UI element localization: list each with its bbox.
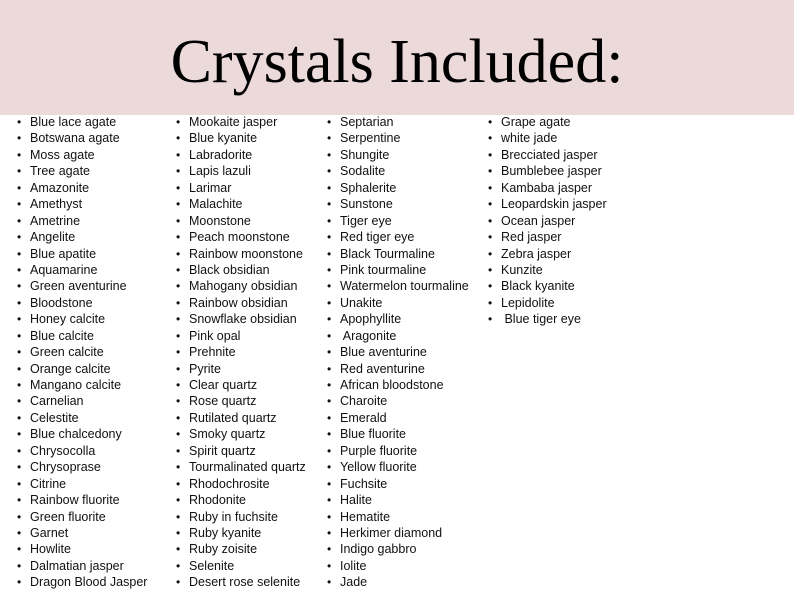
- list-item: • Green calcite: [17, 344, 147, 360]
- list-item: • Rainbow obsidian: [176, 295, 306, 311]
- list-item: • Smoky quartz: [176, 426, 306, 442]
- list-item: • Jade: [327, 574, 469, 590]
- list-item: • Indigo gabbro: [327, 541, 469, 557]
- list-item: • Red jasper: [488, 229, 607, 245]
- list-item: • Celestite: [17, 410, 147, 426]
- list-item: • Shungite: [327, 147, 469, 163]
- list-item: • Garnet: [17, 525, 147, 541]
- list-item: • Dragon Blood Jasper: [17, 574, 147, 590]
- list-item: • Dalmatian jasper: [17, 558, 147, 574]
- list-item: • Ruby in fuchsite: [176, 509, 306, 525]
- list-item: • Honey calcite: [17, 311, 147, 327]
- list-item: • Red aventurine: [327, 361, 469, 377]
- list-item: • Orange calcite: [17, 361, 147, 377]
- list-item: • Emerald: [327, 410, 469, 426]
- list-item: • Blue calcite: [17, 328, 147, 344]
- list-item: • Sodalite: [327, 163, 469, 179]
- list-item: • Rose quartz: [176, 393, 306, 409]
- list-item: • Apophyllite: [327, 311, 469, 327]
- list-item: • Tourmalinated quartz: [176, 459, 306, 475]
- list-item: • Desert rose selenite: [176, 574, 306, 590]
- list-item: • Rhodochrosite: [176, 476, 306, 492]
- list-item: • Lepidolite: [488, 295, 607, 311]
- list-item: • Blue kyanite: [176, 130, 306, 146]
- list-item: • Green aventurine: [17, 278, 147, 294]
- list-item: • Sunstone: [327, 196, 469, 212]
- list-item: • Iolite: [327, 558, 469, 574]
- list-item: • Ocean jasper: [488, 213, 607, 229]
- list-item: • Pink opal: [176, 328, 306, 344]
- list-item: • Botswana agate: [17, 130, 147, 146]
- list-item: • Malachite: [176, 196, 306, 212]
- list-item: • Citrine: [17, 476, 147, 492]
- list-item: • Bloodstone: [17, 295, 147, 311]
- crystal-list-column-4: [488, 114, 607, 328]
- list-item: • Mookaite jasper: [176, 114, 306, 130]
- list-item: • Pyrite: [176, 361, 306, 377]
- list-item: • Blue chalcedony: [17, 426, 147, 442]
- list-item: • Purple fluorite: [327, 443, 469, 459]
- list-item: • Tree agate: [17, 163, 147, 179]
- list-item: • Chrysoprase: [17, 459, 147, 475]
- list-item: • Fuchsite: [327, 476, 469, 492]
- list-item: • Carnelian: [17, 393, 147, 409]
- list-item: • Ruby zoisite: [176, 541, 306, 557]
- list-item: • Blue lace agate: [17, 114, 147, 130]
- list-item: • Rhodonite: [176, 492, 306, 508]
- list-item: • Angelite: [17, 229, 147, 245]
- list-item: • Black Tourmaline: [327, 246, 469, 262]
- list-item: • Watermelon tourmaline: [327, 278, 469, 294]
- list-item: • Labradorite: [176, 147, 306, 163]
- list-item: • Black kyanite: [488, 278, 607, 294]
- list-item: • Rainbow fluorite: [17, 492, 147, 508]
- list-item: • Ruby kyanite: [176, 525, 306, 541]
- list-item: • Blue aventurine: [327, 344, 469, 360]
- list-item: • Red tiger eye: [327, 229, 469, 245]
- list-item: • Leopardskin jasper: [488, 196, 607, 212]
- list-item: • Yellow fluorite: [327, 459, 469, 475]
- list-item: • Herkimer diamond: [327, 525, 469, 541]
- list-item: • Bumblebee jasper: [488, 163, 607, 179]
- list-item: • Aragonite: [327, 328, 469, 344]
- list-item: • Blue apatite: [17, 246, 147, 262]
- list-item: • Larimar: [176, 180, 306, 196]
- list-item: • Black obsidian: [176, 262, 306, 278]
- crystal-list-column-1: [17, 114, 147, 591]
- list-item: • Clear quartz: [176, 377, 306, 393]
- list-item: • Blue tiger eye: [488, 311, 607, 327]
- list-item: • Chrysocolla: [17, 443, 147, 459]
- list-item: • Brecciated jasper: [488, 147, 607, 163]
- list-item: • Grape agate: [488, 114, 607, 130]
- list-item: • African bloodstone: [327, 377, 469, 393]
- list-item: • Pink tourmaline: [327, 262, 469, 278]
- list-item: • Aquamarine: [17, 262, 147, 278]
- list-item: • Peach moonstone: [176, 229, 306, 245]
- list-item: • Charoite: [327, 393, 469, 409]
- crystal-list-column-2: [176, 114, 306, 591]
- list-item: • Selenite: [176, 558, 306, 574]
- list-item: • Zebra jasper: [488, 246, 607, 262]
- list-item: • Kambaba jasper: [488, 180, 607, 196]
- list-item: • Moss agate: [17, 147, 147, 163]
- list-item: • Blue fluorite: [327, 426, 469, 442]
- list-item: • Green fluorite: [17, 509, 147, 525]
- list-item: • Howlite: [17, 541, 147, 557]
- list-item: • Mahogany obsidian: [176, 278, 306, 294]
- list-item: • Amazonite: [17, 180, 147, 196]
- list-item: • Septarian: [327, 114, 469, 130]
- title-banner: [0, 0, 794, 115]
- list-item: • Mangano calcite: [17, 377, 147, 393]
- list-item: • white jade: [488, 130, 607, 146]
- list-item: • Kunzite: [488, 262, 607, 278]
- list-item: • Snowflake obsidian: [176, 311, 306, 327]
- list-item: • Tiger eye: [327, 213, 469, 229]
- list-item: • Unakite: [327, 295, 469, 311]
- list-item: • Prehnite: [176, 344, 306, 360]
- crystal-list-column-3: [327, 114, 469, 591]
- list-item: • Sphalerite: [327, 180, 469, 196]
- list-item: • Spirit quartz: [176, 443, 306, 459]
- list-item: • Lapis lazuli: [176, 163, 306, 179]
- page-title: Crystals Included:: [170, 28, 624, 96]
- list-item: • Halite: [327, 492, 469, 508]
- list-item: • Moonstone: [176, 213, 306, 229]
- list-item: • Rutilated quartz: [176, 410, 306, 426]
- list-item: • Serpentine: [327, 130, 469, 146]
- list-item: • Hematite: [327, 509, 469, 525]
- list-item: • Ametrine: [17, 213, 147, 229]
- list-item: • Rainbow moonstone: [176, 246, 306, 262]
- list-item: • Amethyst: [17, 196, 147, 212]
